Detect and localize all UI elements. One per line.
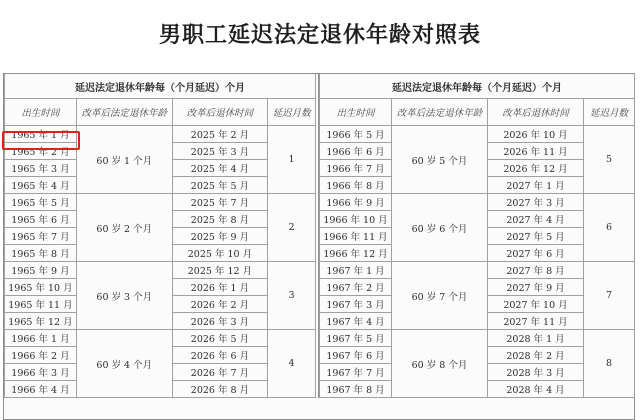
retirement-time-cell: 2027 年 6 月 xyxy=(488,245,584,262)
birth-time-cell: 1965 年 6 月 xyxy=(5,211,77,228)
table-band-label: 延迟法定退休年龄每（个月延迟）个月 xyxy=(5,74,316,99)
retirement-time-cell: 2027 年 4 月 xyxy=(488,211,584,228)
retirement-time-cell: 2028 年 2 月 xyxy=(488,347,584,364)
birth-time-cell: 1966 年 4 月 xyxy=(5,381,77,398)
retirement-time-cell: 2028 年 1 月 xyxy=(488,330,584,347)
retirement-time-cell: 2027 年 11 月 xyxy=(488,313,584,330)
delay-months-cell: 8 xyxy=(584,330,635,398)
birth-time-cell: 1965 年 8 月 xyxy=(5,245,77,262)
delay-months-cell: 5 xyxy=(584,126,635,194)
delay-months-cell: 1 xyxy=(268,126,316,194)
birth-time-cell: 1966 年 6 月 xyxy=(320,143,392,160)
header-birth-time: 出生时间 xyxy=(320,99,392,126)
retirement-time-cell: 2028 年 4 月 xyxy=(488,381,584,398)
birth-time-cell: 1967 年 4 月 xyxy=(320,313,392,330)
retirement-time-cell: 2026 年 7 月 xyxy=(172,364,267,381)
retirement-age-cell: 60 岁 7 个月 xyxy=(392,262,488,330)
retirement-time-cell: 2026 年 6 月 xyxy=(172,347,267,364)
retirement-age-cell: 60 岁 5 个月 xyxy=(392,126,488,194)
birth-time-cell: 1966 年 10 月 xyxy=(320,211,392,228)
birth-time-cell: 1965 年 11 月 xyxy=(5,296,77,313)
delay-months-cell: 6 xyxy=(584,194,635,262)
birth-time-cell: 1965 年 10 月 xyxy=(5,279,77,296)
delay-months-cell: 3 xyxy=(268,262,316,330)
birth-time-cell: 1966 年 2 月 xyxy=(5,347,77,364)
birth-time-cell: 1965 年 3 月 xyxy=(5,160,77,177)
retirement-time-cell: 2027 年 8 月 xyxy=(488,262,584,279)
birth-time-cell: 1966 年 11 月 xyxy=(320,228,392,245)
retirement-time-cell: 2025 年 2 月 xyxy=(172,126,267,143)
retirement-time-cell: 2026 年 8 月 xyxy=(172,381,267,398)
birth-time-cell: 1967 年 7 月 xyxy=(320,364,392,381)
retirement-time-cell: 2025 年 12 月 xyxy=(172,262,267,279)
birth-time-cell: 1967 年 3 月 xyxy=(320,296,392,313)
birth-time-cell: 1966 年 7 月 xyxy=(320,160,392,177)
header-retirement-age: 改革后法定退休年龄 xyxy=(392,99,488,126)
retirement-time-cell: 2025 年 3 月 xyxy=(172,143,267,160)
retirement-time-cell: 2026 年 3 月 xyxy=(172,313,267,330)
birth-time-cell: 1965 年 7 月 xyxy=(5,228,77,245)
retirement-time-cell: 2027 年 5 月 xyxy=(488,228,584,245)
birth-time-cell: 1965 年 5 月 xyxy=(5,194,77,211)
retirement-age-cell: 60 岁 6 个月 xyxy=(392,194,488,262)
birth-time-cell: 1966 年 8 月 xyxy=(320,177,392,194)
left-table-half xyxy=(4,74,316,398)
retirement-time-cell: 2025 年 4 月 xyxy=(172,160,267,177)
table-row xyxy=(5,194,316,211)
birth-time-cell: 1967 年 8 月 xyxy=(320,381,392,398)
header-delay-months: 延迟月数 xyxy=(584,99,635,126)
birth-time-cell: 1965 年 4 月 xyxy=(5,177,77,194)
table-row xyxy=(320,330,635,347)
retirement-age-cell: 60 岁 2 个月 xyxy=(76,194,172,262)
birth-time-cell: 1966 年 1 月 xyxy=(5,330,77,347)
birth-time-cell: 1966 年 12 月 xyxy=(320,245,392,262)
delay-months-cell: 2 xyxy=(268,194,316,262)
retirement-time-cell: 2027 年 9 月 xyxy=(488,279,584,296)
header-delay-months: 延迟月数 xyxy=(268,99,316,126)
birth-time-cell: 1965 年 2 月 xyxy=(5,143,77,160)
header-birth-time: 出生时间 xyxy=(5,99,77,126)
header-retirement-age: 改革后法定退休年龄 xyxy=(76,99,172,126)
retirement-age-cell: 60 岁 3 个月 xyxy=(76,262,172,330)
delay-months-cell: 4 xyxy=(268,330,316,398)
right-table-half xyxy=(318,74,635,398)
retirement-time-cell: 2026 年 10 月 xyxy=(488,126,584,143)
delay-months-cell: 7 xyxy=(584,262,635,330)
retirement-time-cell: 2027 年 10 月 xyxy=(488,296,584,313)
retirement-time-cell: 2026 年 2 月 xyxy=(172,296,267,313)
retirement-time-cell: 2028 年 3 月 xyxy=(488,364,584,381)
birth-time-cell: 1965 年 9 月 xyxy=(5,262,77,279)
retirement-age-cell: 60 岁 1 个月 xyxy=(76,126,172,194)
right-table xyxy=(319,74,635,398)
table-row xyxy=(320,194,635,211)
table-row xyxy=(5,330,316,347)
birth-time-cell: 1967 年 2 月 xyxy=(320,279,392,296)
retirement-time-cell: 2027 年 1 月 xyxy=(488,177,584,194)
retirement-time-cell: 2026 年 1 月 xyxy=(172,279,267,296)
retirement-age-cell: 60 岁 8 个月 xyxy=(392,330,488,398)
birth-time-cell: 1967 年 1 月 xyxy=(320,262,392,279)
retirement-time-cell: 2026 年 11 月 xyxy=(488,143,584,160)
birth-time-cell: 1966 年 9 月 xyxy=(320,194,392,211)
birth-time-cell: 1967 年 5 月 xyxy=(320,330,392,347)
table-row xyxy=(320,126,635,143)
retirement-time-cell: 2025 年 10 月 xyxy=(172,245,267,262)
highlight-box xyxy=(2,131,80,150)
table-row xyxy=(5,262,316,279)
birth-time-cell: 1965 年 12 月 xyxy=(5,313,77,330)
retirement-time-cell: 2026 年 5 月 xyxy=(172,330,267,347)
retirement-table-sheet xyxy=(3,73,635,420)
retirement-time-cell: 2027 年 3 月 xyxy=(488,194,584,211)
left-table xyxy=(4,74,316,398)
retirement-age-cell: 60 岁 4 个月 xyxy=(76,330,172,398)
retirement-time-cell: 2026 年 12 月 xyxy=(488,160,584,177)
retirement-time-cell: 2025 年 5 月 xyxy=(172,177,267,194)
page-title: 男职工延迟法定退休年龄对照表 xyxy=(158,22,481,48)
birth-time-cell: 1966 年 3 月 xyxy=(5,364,77,381)
retirement-time-cell: 2025 年 8 月 xyxy=(172,211,267,228)
birth-time-cell: 1967 年 6 月 xyxy=(320,347,392,364)
header-retirement-time: 改革后退休时间 xyxy=(488,99,584,126)
retirement-time-cell: 2025 年 7 月 xyxy=(172,194,267,211)
retirement-time-cell: 2025 年 9 月 xyxy=(172,228,267,245)
birth-time-cell: 1965 年 1 月 xyxy=(5,126,77,143)
header-retirement-time: 改革后退休时间 xyxy=(172,99,267,126)
table-row xyxy=(320,262,635,279)
table-band-label: 延迟法定退休年龄每（个月延迟）个月 xyxy=(320,74,635,99)
birth-time-cell: 1966 年 5 月 xyxy=(320,126,392,143)
